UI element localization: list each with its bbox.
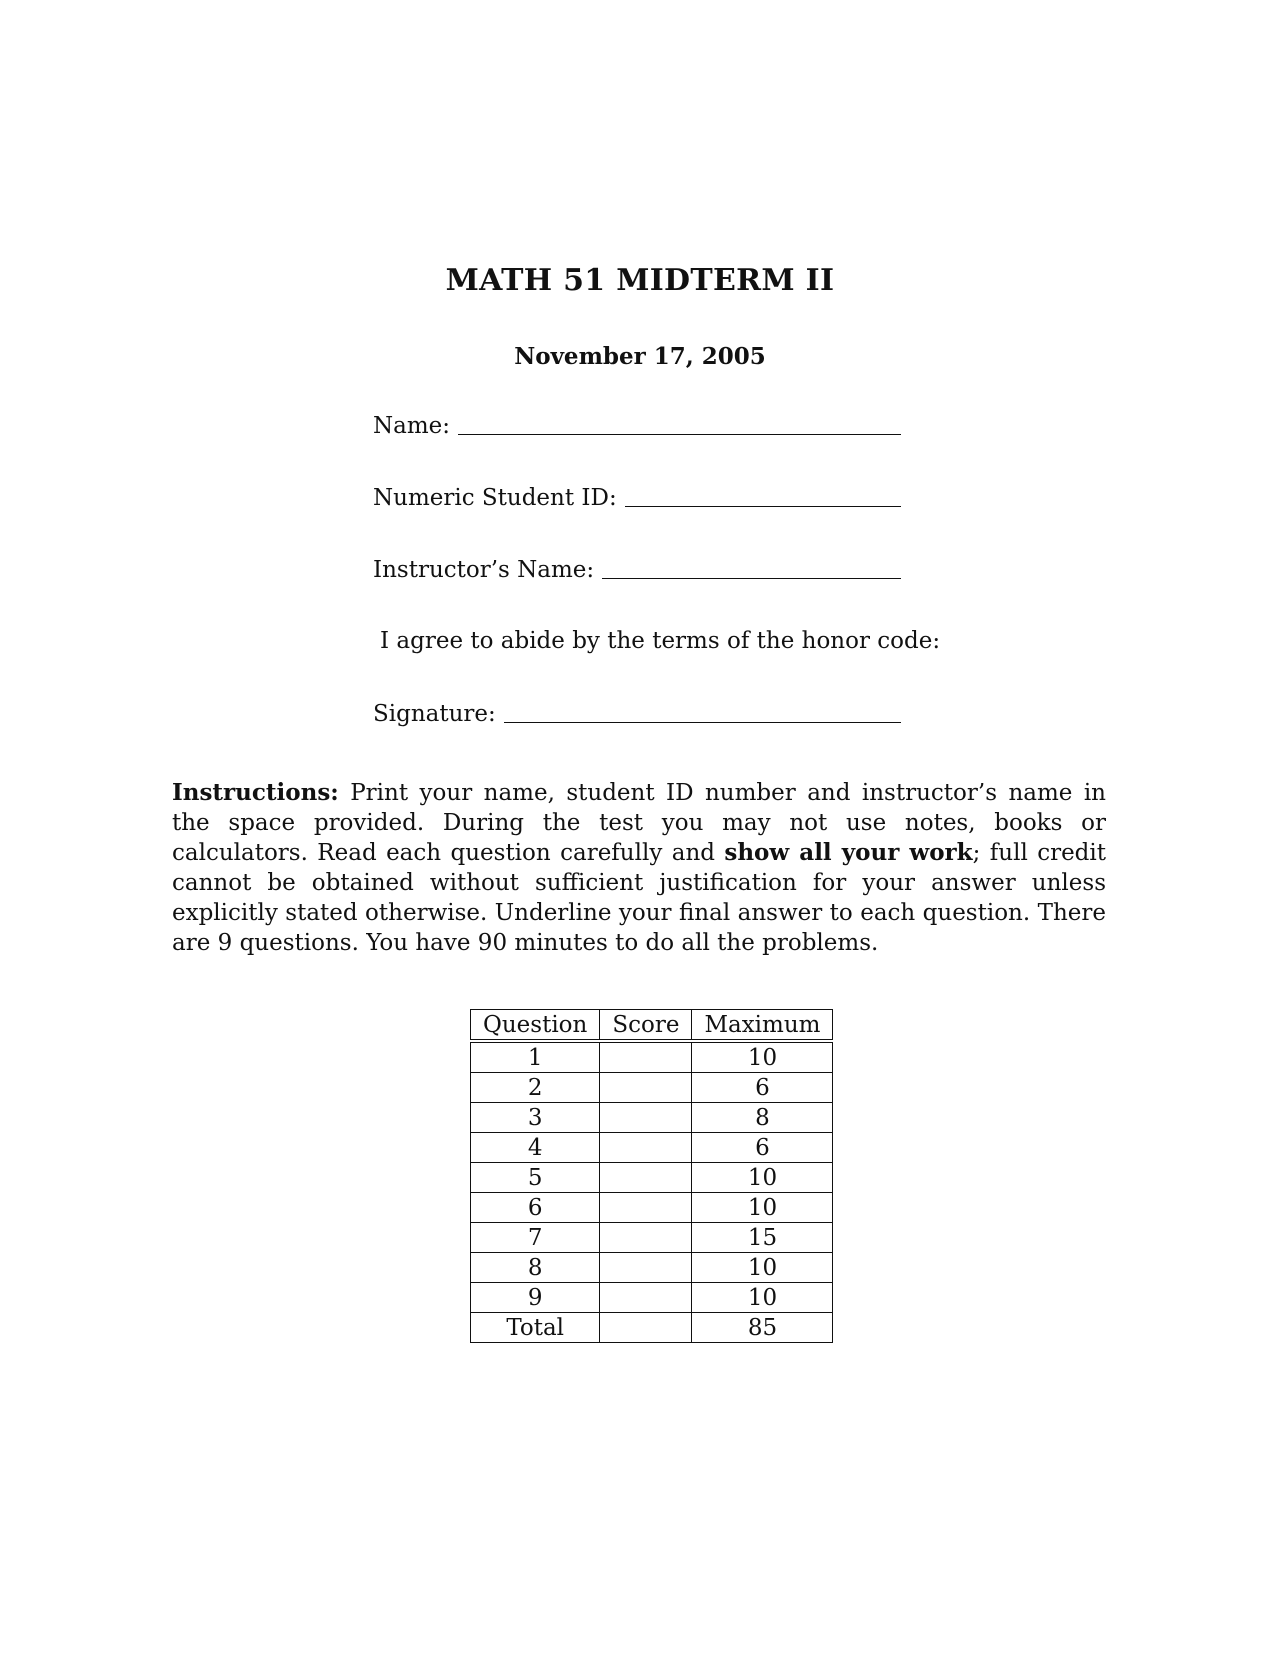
- table-row: [471, 1253, 833, 1283]
- total-score-cell[interactable]: [600, 1313, 692, 1343]
- question-cell: 3: [471, 1103, 600, 1133]
- maximum-cell: 10: [692, 1253, 833, 1283]
- total-maximum-cell: 85: [692, 1313, 833, 1343]
- student-id-field[interactable]: [373, 484, 901, 511]
- name-field[interactable]: [373, 412, 901, 439]
- question-cell: 7: [471, 1223, 600, 1253]
- table-row: [471, 1223, 833, 1253]
- question-cell: 8: [471, 1253, 600, 1283]
- exam-title: MATH 51 MIDTERM II: [445, 263, 835, 298]
- table-row: [471, 1073, 833, 1103]
- maximum-cell: 10: [692, 1283, 833, 1313]
- instructions-text-1: Print your name, student ID number and instructor’s name in the space provided. During the test you may not use notes, books or calculators. Read each question carefully and: [172, 780, 1106, 866]
- score-cell[interactable]: [600, 1193, 692, 1223]
- score-table: [470, 1009, 833, 1343]
- student-id-blank-line[interactable]: [625, 484, 901, 507]
- score-cell[interactable]: [600, 1073, 692, 1103]
- instructions-lead: Instructions:: [172, 779, 339, 806]
- question-cell: 5: [471, 1163, 600, 1193]
- header-score: Score: [600, 1010, 692, 1042]
- table-row: [471, 1163, 833, 1193]
- question-cell: 1: [471, 1041, 600, 1073]
- signature-label: Signature:: [373, 701, 496, 727]
- table-row: [471, 1041, 833, 1073]
- table-row: [471, 1133, 833, 1163]
- maximum-cell: 15: [692, 1223, 833, 1253]
- honor-statement: I agree to abide by the terms of the honor code:: [380, 628, 941, 654]
- signature-blank-line[interactable]: [504, 700, 901, 723]
- instructions-paragraph: [172, 778, 1106, 958]
- score-cell[interactable]: [600, 1041, 692, 1073]
- maximum-cell: 8: [692, 1103, 833, 1133]
- exam-date: November 17, 2005: [514, 343, 766, 370]
- header-maximum: Maximum: [692, 1010, 833, 1042]
- maximum-cell: 10: [692, 1041, 833, 1073]
- question-cell: 2: [471, 1073, 600, 1103]
- maximum-cell: 6: [692, 1073, 833, 1103]
- instructions-text-2: ; full credit cannot be obtained without sufficient justification for your answer unless explicitly stated otherwise. Underline your final answer to each question. There are 9 questions. You have 90 minutes to do all the problems.: [172, 840, 1107, 956]
- table-row: [471, 1193, 833, 1223]
- question-cell: 6: [471, 1193, 600, 1223]
- instructor-field[interactable]: [373, 556, 901, 583]
- score-cell[interactable]: [600, 1283, 692, 1313]
- table-row: [471, 1103, 833, 1133]
- score-cell[interactable]: [600, 1133, 692, 1163]
- total-label-cell: Total: [471, 1313, 600, 1343]
- student-id-label: Numeric Student ID:: [373, 485, 617, 511]
- maximum-cell: 10: [692, 1193, 833, 1223]
- score-cell[interactable]: [600, 1223, 692, 1253]
- header-question: Question: [471, 1010, 600, 1042]
- total-row: [471, 1313, 833, 1343]
- score-cell[interactable]: [600, 1103, 692, 1133]
- score-cell[interactable]: [600, 1253, 692, 1283]
- question-cell: 4: [471, 1133, 600, 1163]
- instructions-emphasis: show all your work: [724, 839, 973, 866]
- signature-field[interactable]: [373, 700, 901, 727]
- score-cell[interactable]: [600, 1163, 692, 1193]
- question-cell: 9: [471, 1283, 600, 1313]
- table-row: [471, 1283, 833, 1313]
- name-label: Name:: [373, 413, 451, 439]
- score-table-header-row: [471, 1010, 833, 1042]
- instructor-blank-line[interactable]: [602, 556, 901, 579]
- instructor-label: Instructor’s Name:: [373, 557, 595, 583]
- maximum-cell: 6: [692, 1133, 833, 1163]
- maximum-cell: 10: [692, 1163, 833, 1193]
- name-blank-line[interactable]: [458, 412, 901, 435]
